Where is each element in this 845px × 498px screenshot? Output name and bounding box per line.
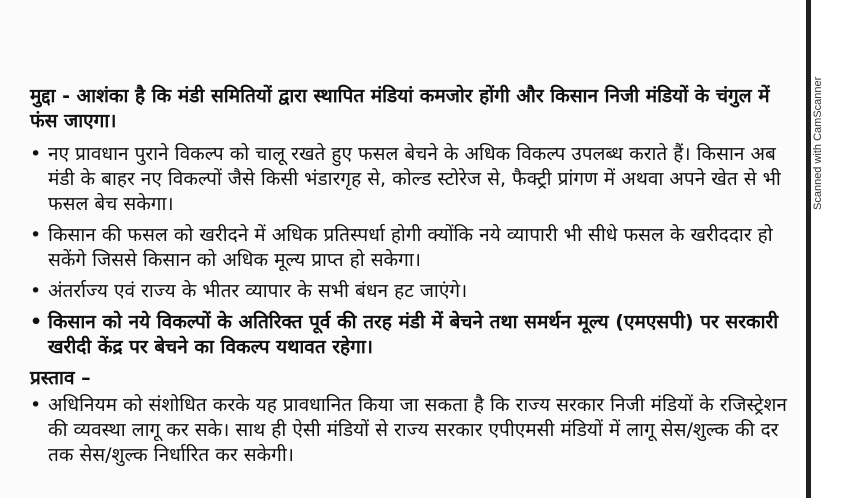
issue-bullet-list (30, 142, 790, 360)
proposal-heading: प्रस्ताव – (30, 367, 91, 389)
list-item (30, 142, 790, 217)
list-item (30, 279, 790, 304)
issue-heading: मुद्दा - आशंका है कि मंडी समितियों द्वारा स्थापित मंडियां कमजोर होंगी और किसान निजी मंडियों के चंगुल में फंस जाएगा। (30, 85, 770, 132)
document-body (30, 84, 790, 474)
list-item (30, 393, 790, 468)
list-item-text: नए प्रावधान पुराने विकल्प को चालू रखते हुए फसल बेचने के अधिक विकल्प उपलब्ध कराते हैं। किसान अब मंडी के बाहर नए विकल्पों जैसे किसी भंडारगृह से, कोल्ड स्टोरेज से, फैक्ट्री प्रांगण में अथवा अपने खेत से भी फसल बेच सकेगा। (48, 143, 781, 215)
bullet-icon: • (30, 143, 42, 165)
list-item (30, 223, 790, 273)
bullet-icon: • (30, 224, 42, 246)
list-item-text: किसान की फसल को खरीदने में अधिक प्रतिस्पर्धा होगी क्योंकि नये व्यापारी भी सीधे फसल के खरीददार हो सकेंगे जिससे किसान को अधिक मूल्य प्राप्त हो सकेगा। (48, 224, 773, 271)
list-item (30, 310, 790, 360)
list-item-text: अंतर्राज्य एवं राज्य के भीतर व्यापार के सभी बंधन हट जाएंगे। (48, 280, 468, 302)
list-item-text: किसान को नये विकल्पों के अतिरिक्त पूर्व की तरह मंडी में बेचने तथा समर्थन मूल्य (एमएसपी) पर सरकारी खरीदी केंद्र पर बेचने का विकल्प यथावत रहेगा। (48, 311, 779, 358)
proposal-bullet-list (30, 393, 790, 468)
scanner-watermark: Scanned with CamScanner (812, 76, 824, 210)
bullet-icon: • (30, 280, 42, 302)
list-item-text: अधिनियम को संशोधित करके यह प्रावधानित किया जा सकता है कि राज्य सरकार निजी मंडियों के रजिस्ट्रेशन की व्यवस्था लागू कर सके। साथ ही ऐसी मंडियों से राज्य सरकार एपीएमसी मंडियों में लागू सेस/शुल्क की दर तक सेस/शुल्क निर्धारित कर सकेगी। (48, 394, 787, 466)
bullet-icon: • (30, 394, 42, 416)
bullet-icon: • (30, 311, 43, 333)
scan-edge-divider (806, 0, 811, 498)
